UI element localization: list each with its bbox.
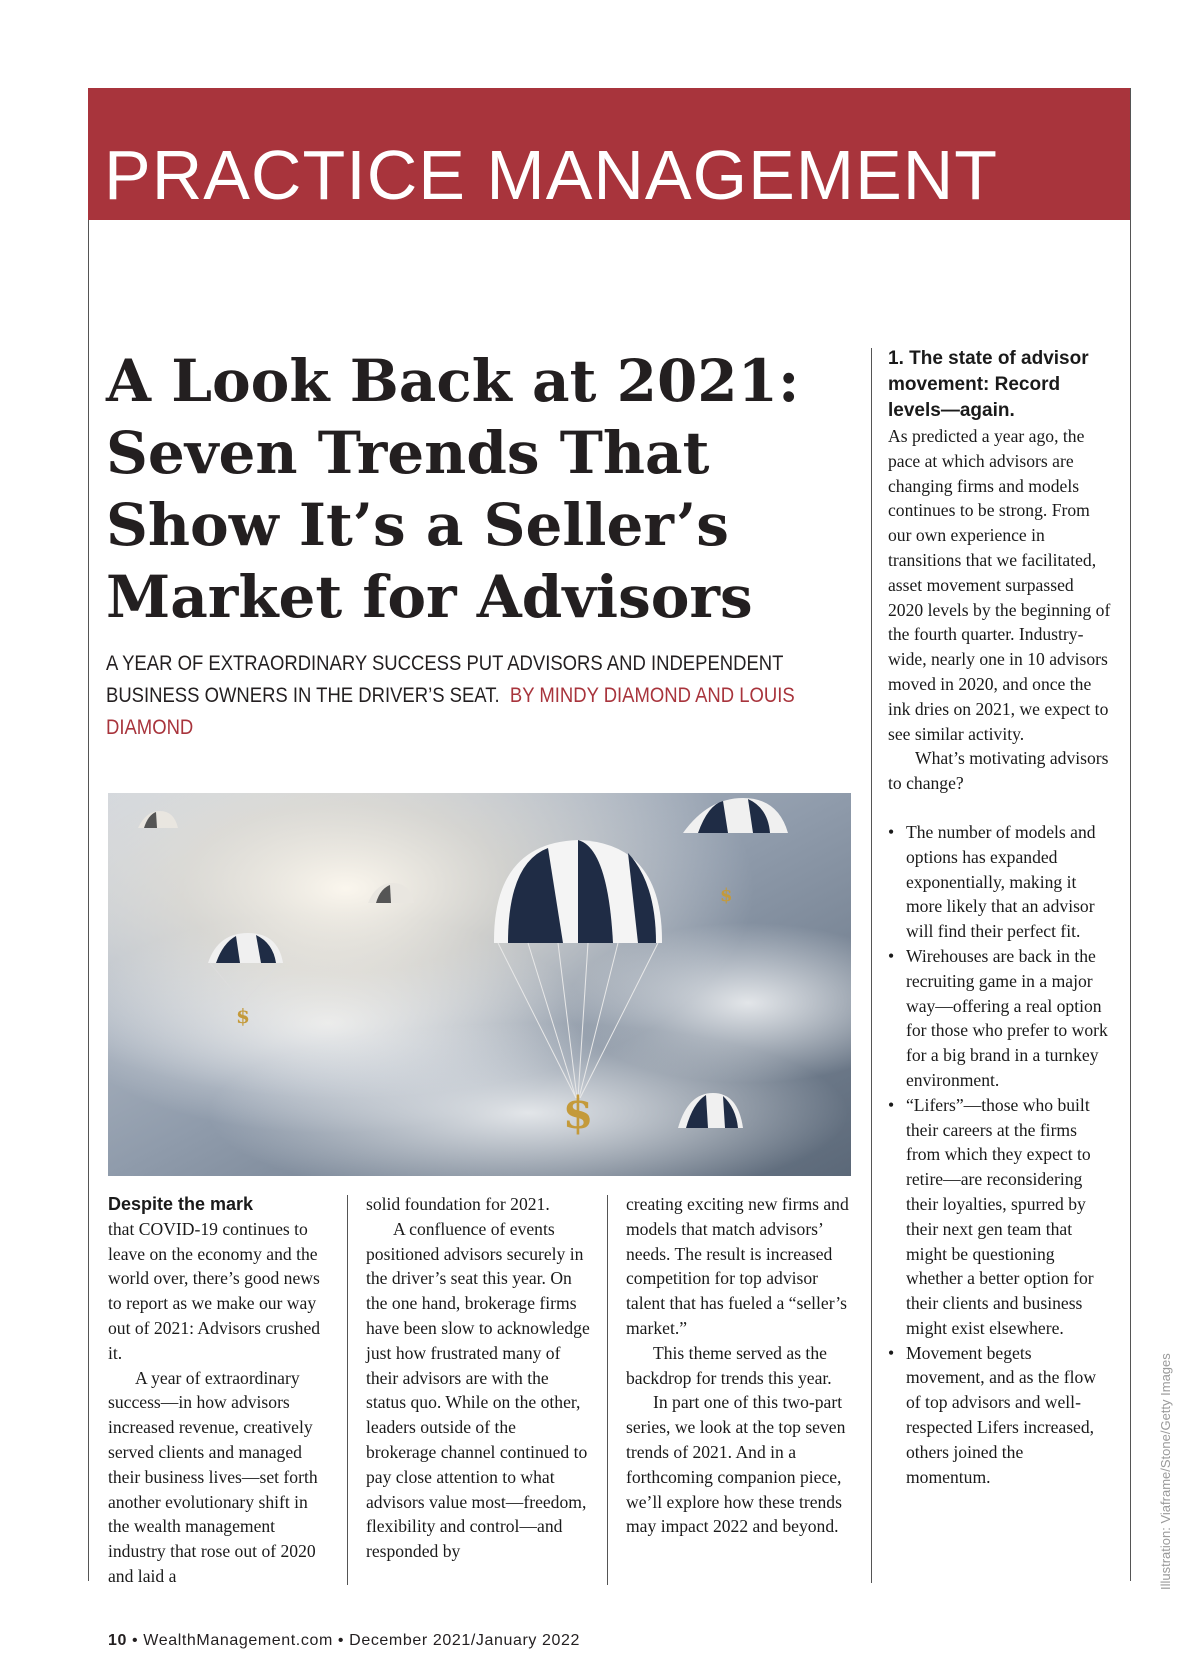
sidebar-rule [871,348,872,1583]
sidebar-bullet: • “Lifers”—those who built their careers at the firms from which they expect to retire—are reconsidering their loyalties, spurred by their next gen team that might be questioning whether a better option for their clients and business might exist elsewhere. [888,1093,1112,1341]
svg-text:$: $ [236,1004,250,1028]
column-rule-2 [607,1195,608,1585]
article-deck [106,648,863,744]
column-3-paragraph-2: This theme served as the backdrop for trends this year. [626,1342,832,1388]
svg-text:$: $ [720,885,733,906]
svg-text:$: $ [562,1088,594,1139]
lead-in: Despite the mark [108,1194,254,1214]
sidebar-bullet: • The number of models and options has expanded exponentially, making it more likely that an advisor will find their perfect fit. [888,820,1112,944]
headline-line-2: Seven Trends That [106,419,710,487]
parachute-illustration [108,793,851,1176]
sidebar-bullet: • Movement begets movement, and as the flow of top advisors and well-respected Lifers increased, others joined the momentum. [888,1341,1112,1490]
footer-separator-2: • [337,1632,345,1649]
column-3-paragraph-1: creating exciting new firms and models that match advisors’ needs. The result is increased competition for top advisor talent that has fueled a “seller’s market.” [626,1194,849,1338]
footer-issue: December 2021/January 2022 [349,1632,581,1649]
footer-site: WealthManagement.com [143,1632,333,1649]
column-1-text-1: that COVID-19 continues to leave on the economy and the world over, there’s good news to report as we make our way out of 2021: Advisors crushed it. [108,1218,321,1363]
headline-line-4: Market for Advisors [106,563,753,631]
column-rule-1 [347,1195,348,1585]
deck-text: A YEAR OF EXTRAORDINARY SUCCESS PUT ADVISORS AND INDEPENDENT BUSINESS OWNERS IN THE DRIVER’S SEAT. [106,652,784,707]
column-1-paragraph-2: A year of extraordinary success—in how advisors increased revenue, creatively served clients and managed their business lives—set forth another evolutionary shift in the wealth management industry that rose out of 2020 and laid a [108,1367,318,1586]
sidebar-bullet: • Wirehouses are back in the recruiting game in a major way—offering a real option for those who prefer to work for a big brand in a turnkey environment. [888,944,1112,1093]
page-footer [108,1632,580,1650]
article-headline [106,345,866,633]
column-2-paragraph-2: A confluence of events positioned advisors securely in the driver’s seat this year. On the one hand, brokerage firms have been slow to acknowledge just how frustrated many of their advisors are with the status quo. While on the other, leaders outside of the brokerage channel continued to pay close attention to what advisors value most—freedom, flexibility and control—and responded by [366,1218,590,1562]
headline-line-3: Show It’s a Seller’s [106,491,729,559]
sidebar-paragraph-1: As predicted a year ago, the pace at which advisors are changing firms and models continues to be strong. From our own experience in transitions that we facilitated, asset movement surpassed 2020 levels by the beginning of the fourth quarter. Industry-wide, nearly one in 10 advisors moved in 2020, and once the ink dries on 2021, we expect to see similar activity. [888,426,1111,744]
article-column-1 [108,1192,330,1589]
sidebar-bullet-list [888,820,1112,1490]
section-banner [88,88,1130,220]
sidebar-paragraph-2: What’s motivating advisors to change? [888,748,1109,794]
column-2-paragraph-1: solid foundation for 2021. [366,1194,550,1214]
sidebar-heading: 1. The state of advisor movement: Record levels—again. [888,348,1089,421]
page-number: 10 [108,1632,127,1649]
image-credit: Illustration: Viaframe/Stone/Getty Images [1158,1353,1173,1590]
section-title: PRACTICE MANAGEMENT [104,136,999,214]
column-1-paragraph-1 [108,1192,330,1366]
footer-separator-1: • [132,1632,139,1649]
headline-line-1: A Look Back at 2021: [106,347,800,415]
article-column-2 [366,1192,590,1564]
column-3-paragraph-3: In part one of this two-part series, we look at the top seven trends of 2021. And in a forthcoming companion piece, we’ll explore how these trends may impact 2022 and beyond. [626,1392,846,1537]
article-column-3 [626,1192,852,1539]
sidebar-column [888,346,1112,1489]
byline: BY MINDY DIAMOND AND LOUIS DIAMOND [106,684,795,739]
